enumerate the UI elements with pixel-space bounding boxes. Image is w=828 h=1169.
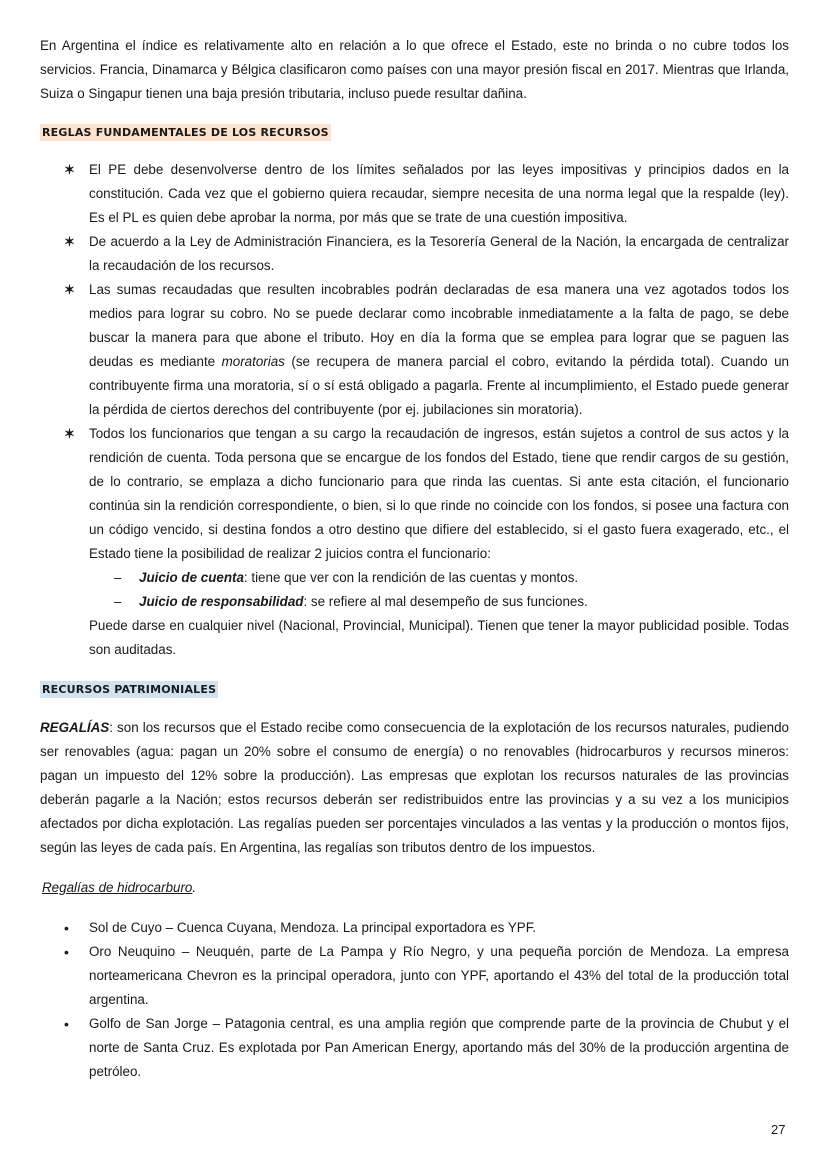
subheading-regalias-hidrocarburo: Regalías de hidrocarburo. [42, 880, 197, 895]
juicios-list [40, 566, 789, 614]
list-item: • Golfo de San Jorge – Patagonia central, es una amplia región que comprende parte de la provincia de Chubut y el norte de Santa Cruz. Es explotada por Pan American Energy, aportando más del 30% de la producción argentina de petróleo. [40, 1012, 789, 1084]
list-item: ✶ Las sumas recaudadas que resulten incobrables podrán declaradas de esa manera una vez agotados todos los medios para lograr su cobro. No se puede declarar como incobrable inmediatamente a la falta de pago, se debe buscar la manera para que abone el tributo. Hoy en día la forma que se emplea para lograr que se paguen las deudas es mediante moratorias (se recupera de manera parcial el cobro, evitando la pérdida total). Cuando un contribuyente firma una moratoria, sí o sí está obligado a pagarla. Frente al incumplimiento, el Estado puede generar la pérdida de ciertos derechos del contribuyente (por ej. jubilaciones sin moratoria). [40, 278, 789, 422]
dash-bullet-icon: – [114, 594, 122, 609]
dot-bullet-icon: • [64, 944, 69, 960]
dot-bullet-icon: • [64, 1016, 69, 1032]
star-bullet-icon: ✶ [64, 234, 75, 249]
star-bullet-icon: ✶ [64, 282, 75, 297]
dash-bullet-icon: – [114, 570, 122, 585]
section-heading-reglas: REGLAS FUNDAMENTALES DE LOS RECURSOS [42, 126, 329, 139]
page-number: 27 [771, 1122, 786, 1137]
document-page [40, 34, 789, 1084]
juicios-closing: Puede darse en cualquier nivel (Nacional, Provincial, Municipal). Tienen que tener la mayor publicidad posible. Todas son auditadas. [89, 618, 789, 657]
list-item: ✶ Todos los funcionarios que tengan a su cargo la recaudación de ingresos, están sujetos a control de sus actos y la rendición de cuenta. Toda persona que se encargue de los fondos del Estado, tiene que rendir cargos de su gestión, de lo contrario, se emplaza a dicho funcionario para que rinda las cuentas. Si ante esta citación, el funcionario continúa sin la rendición correspondiente, o bien, si lo que rinde no coincide con los fondos, si posee una factura con un código vencido, si destina fondos a otro destino que difiere del establecido, si el gasto fuera exagerado, etc., el Estado tiene la posibilidad de realizar 2 juicios contra el funcionario: [40, 422, 789, 566]
juicio-term: Juicio de cuenta [139, 570, 244, 585]
list-item: – Juicio de responsabilidad: se refiere al mal desempeño de sus funciones. [40, 590, 789, 614]
dot-bullet-icon: • [64, 920, 69, 936]
moratorias-term: moratorias [221, 354, 285, 369]
reglas-list [40, 158, 789, 566]
star-bullet-icon: ✶ [64, 426, 75, 441]
regalias-paragraph: REGALÍAS: son los recursos que el Estado recibe como consecuencia de la explotación de los recursos naturales, pudiendo ser renovables (agua: pagan un 20% sobre el consumo de energía) o no renovables (hidrocarburos y recursos mineros: pagan un impuesto del 12% sobre la producción). Las empresas que explotan los recursos naturales de las provincias deberán pagarle a la Nación; estos recursos deberán ser redistribuidos entre las provincias y a su vez a los municipios afectados por dicha explotación. Las regalías pueden ser porcentajes vinculados a las ventas y la producción o montos fijos, según las leyes de cada país. En Argentina, las regalías son tributos dentro de los impuestos. [40, 720, 789, 855]
regalias-term: REGALÍAS [40, 720, 110, 735]
list-item: ✶ El PE debe desenvolverse dentro de los límites señalados por las leyes impositivas y principios dados en la constitución. Cada vez que el gobierno quiera recaudar, siempre necesita de una norma legal que la respalde (ley). Es el PL es quien debe aprobar la norma, por más que se trate de una cuestión impositiva. [40, 158, 789, 230]
star-bullet-icon: ✶ [64, 162, 75, 177]
intro-paragraph: En Argentina el índice es relativamente alto en relación a lo que ofrece el Estado, este no brinda o no cubre todos los servicios. Francia, Dinamarca y Bélgica clasificaron como países con una mayor presión fiscal en 2017. Mientras que Irlanda, Suiza o Singapur tienen una baja presión tributaria, incluso puede resultar dañina. [40, 38, 789, 101]
juicio-term: Juicio de responsabilidad [139, 594, 304, 609]
list-item: • Sol de Cuyo – Cuenca Cuyana, Mendoza. La principal exportadora es YPF. [40, 916, 789, 940]
list-item: • Oro Neuquino – Neuquén, parte de La Pampa y Río Negro, y una pequeña porción de Mendoza. La empresa norteamericana Chevron es la principal operadora, junto con YPF, aportando el 43% del total de la producción total argentina. [40, 940, 789, 1012]
hidrocarburo-list [40, 916, 789, 1084]
list-item: – Juicio de cuenta: tiene que ver con la rendición de las cuentas y montos. [40, 566, 789, 590]
list-item: ✶ De acuerdo a la Ley de Administración Financiera, es la Tesorería General de la Nación, la encargada de centralizar la recaudación de los recursos. [40, 230, 789, 278]
section-heading-recursos-patrimoniales: RECURSOS PATRIMONIALES [42, 683, 217, 696]
